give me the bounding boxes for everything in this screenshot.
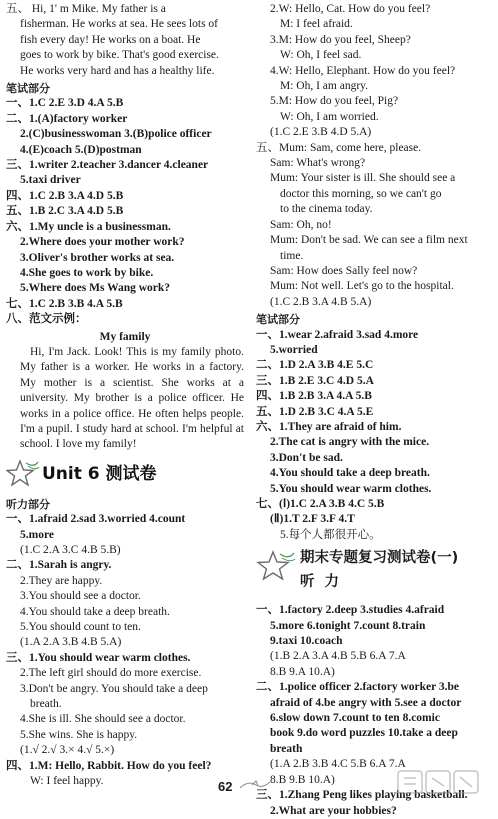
review-subtitle: 听力 (300, 574, 349, 591)
essay-title: My family (99, 330, 151, 343)
answer-line: 5.more (20, 528, 54, 541)
answer-line: 笔试部分 (256, 313, 300, 327)
answer-line: 5.more 6.tonight 7.count 8.train (270, 619, 426, 632)
answer-line: Sam: How does Sally feel now? (270, 264, 418, 277)
answer-line: (1.C 2.E 3.B 4.D 5.A) (270, 126, 372, 139)
unit-6-answers (6, 497, 244, 790)
page-ornament-icon (238, 778, 272, 792)
answer-line: 5.You should count to ten. (20, 621, 141, 634)
answer-line: 3.M: How do you feel, Sheep? (270, 33, 411, 46)
answer-line: 3.Don't be angry. You should take a deep (20, 682, 208, 695)
answer-line: 六、1.They are afraid of him. (256, 420, 402, 433)
answer-line: time. (280, 249, 304, 262)
answer-line: goes to work by bike. That's good exercise. (20, 49, 219, 62)
unit-title: Unit 6 测试卷 (42, 463, 157, 484)
answer-line: doctor this morning, so we can't go (280, 187, 442, 200)
star-icon (6, 459, 40, 489)
answer-line: 5.She wins. She is happy. (20, 728, 138, 741)
answer-line: book 9.do word puzzles 10.take a deep (270, 727, 458, 740)
review-title: 期末专题复习测试卷(一) (300, 550, 459, 567)
answer-line: 二、1.police officer 2.factory worker 3.be (256, 681, 460, 694)
answer-line: 4.You should take a deep breath. (270, 467, 430, 480)
answer-line: 六、1.My uncle is a businessman. (6, 220, 171, 233)
answer-line: (1.√ 2.√ 3.× 4.√ 5.×) (20, 744, 115, 757)
answer-line: (1.C 2.B 3.A 4.B 5.A) (270, 295, 372, 308)
answer-line: 三、1.B 2.E 3.C 4.D 5.A (256, 374, 374, 387)
answer-line: 5.worried (270, 343, 318, 356)
answer-line: He works very hard and has a healthy life. (20, 64, 215, 77)
answer-line: 4.She goes to work by bike. (20, 266, 154, 279)
answer-line: 5.taxi driver (20, 174, 81, 187)
answer-line: 五、1.B 2.C 3.A 4.D 5.B (6, 205, 124, 218)
answer-line: 一、1.wear 2.afraid 3.sad 4.more (256, 328, 419, 341)
answer-line: (1.A 2.B 3.B 4.C 5.B 6.A 7.A (270, 758, 406, 771)
answer-line: 5.Where does Ms Wang work? (20, 282, 171, 295)
answer-line: Mum: Your sister is ill. She should see a (270, 172, 456, 185)
answer-block (6, 2, 244, 328)
answer-line: 三、1.writer 2.teacher 3.dancer 4.cleaner (6, 159, 209, 172)
answer-line: 3.Oliver's brother works at sea. (20, 251, 175, 264)
answer-line: 二、1.D 2.A 3.B 4.E 5.C (256, 359, 374, 372)
answer-line: 七、(Ⅰ)1.C 2.A 3.B 4.C 5.B (256, 498, 385, 510)
answer-line: 五、Mum: Sam, come here, please. (256, 141, 422, 154)
answer-line: 五、1.D 2.B 3.C 4.A 5.E (256, 405, 374, 418)
answer-line: 七、1.C 2.B 3.B 4.A 5.B (6, 297, 123, 310)
answer-line: (1.A 2.A 3.B 4.B 5.A) (20, 636, 122, 649)
answer-line: fish every day! He works on a boat. He (20, 33, 201, 46)
unit-6-heading (6, 463, 244, 491)
answer-line: fisherman. He works at sea. He sees lots of (20, 18, 218, 31)
answer-line: M: I feel afraid. (280, 18, 353, 31)
answer-line: 二、1.(A)factory worker (6, 112, 128, 125)
answer-line: 三、1.Zhang Peng likes playing basketball. (256, 789, 468, 802)
page-number: 62 (218, 779, 233, 794)
answer-line: Mum: Don't be sad. We can see a film next (270, 234, 468, 247)
answer-line: 8.B 9.A 10.A) (270, 665, 335, 678)
answer-line: M: Oh, I am angry. (280, 80, 369, 93)
answer-line: 2.The left girl should do more exercise. (20, 667, 202, 680)
answer-line: W: Oh, I feel sad. (280, 49, 362, 62)
answer-line: 听力部分 (6, 497, 50, 511)
answer-line: (1.B 2.A 3.A 4.B 5.B 6.A 7.A (270, 650, 406, 663)
final-review-heading (256, 549, 492, 599)
answer-line: (Ⅱ)1.T 2.F 3.F 4.T (270, 513, 355, 526)
answer-line: 2.What are your hobbies? (270, 804, 397, 817)
answer-line: breath (270, 742, 303, 755)
answer-line: 8.B 9.B 10.A) (270, 773, 335, 786)
answer-line: afraid of 4.be angry with 5.see a doctor (270, 696, 462, 709)
answer-line: 一、1.C 2.E 3.D 4.A 5.B (6, 97, 124, 110)
answer-line: 2.They are happy. (20, 574, 103, 587)
answer-line: 4.W: Hello, Elephant. How do you feel? (270, 64, 456, 77)
answer-line: 四、1.M: Hello, Rabbit. How do you feel? (6, 759, 212, 772)
answer-line: 一、1.afraid 2.sad 3.worried 4.count (6, 513, 186, 526)
answer-line: 9.taxi 10.coach (270, 635, 343, 648)
answer-line: 2.Where does your mother work? (20, 236, 185, 249)
answer-line: 八、范文示例： (6, 313, 87, 326)
answer-line: 2.(C)businesswoman 3.(B)police officer (20, 128, 212, 141)
answer-line: breath. (30, 698, 62, 711)
answer-line: 5.每个人都很开心。 (280, 528, 381, 541)
answer-block (256, 2, 492, 543)
answer-line: Sam: What's wrong? (270, 157, 366, 170)
answer-line: Mum: Not well. Let's go to the hospital. (270, 280, 454, 293)
answer-line: 4.(E)coach 5.(D)postman (20, 143, 142, 156)
right-column (256, 2, 492, 819)
answer-line: 2.The cat is angry with the mice. (270, 436, 430, 449)
answer-line: 4.You should take a deep breath. (20, 605, 170, 618)
answer-line: 四、1.C 2.B 3.A 4.D 5.B (6, 189, 124, 202)
answer-line: 3.Don't be sad. (270, 451, 343, 464)
answer-line: 三、1.You should wear warm clothes. (6, 651, 191, 664)
answer-line: 5.M: How do you feel, Pig? (270, 95, 399, 108)
answer-line: 一、1.factory 2.deep 3.studies 4.afraid (256, 604, 445, 617)
answer-line: 3.You should see a doctor. (20, 590, 141, 603)
answer-line: to the cinema today. (280, 203, 373, 216)
answer-line: W: Oh, I am worried. (280, 110, 379, 123)
answer-line: 四、1.B 2.B 3.A 4.A 5.B (256, 390, 372, 403)
answer-line: 2.W: Hello, Cat. How do you feel? (270, 3, 431, 15)
answer-line: W: I feel happy. (30, 775, 104, 788)
answer-line: 5.You should wear warm clothes. (270, 482, 432, 495)
essay-text: Hi, I'm Jack. Look! This is my family photo. My father is a worker. He works in a factory. My mother is a scientist. She works at a university. My brother is a police officer. He works in a police office. He often helps people. I'm a pupil. I study hard at school. I'm helpful at school. I love my family! (20, 345, 244, 451)
watermark-logo (396, 768, 496, 798)
answer-line: 6.slow down 7.count to ten 8.comic (270, 712, 440, 725)
answer-line: 二、1.Sarah is angry. (6, 559, 112, 572)
left-column (6, 2, 244, 790)
answer-line: 4.She is ill. She should see a doctor. (20, 713, 186, 726)
star-icon (256, 549, 296, 583)
answer-line: (1.C 2.A 3.C 4.B 5.B) (20, 544, 121, 556)
answer-line: 笔试部分 (6, 82, 50, 96)
answer-line: 五、 Hi, 1' m Mike. My father is a (6, 3, 166, 15)
answer-line: Sam: Oh, no! (270, 218, 332, 231)
